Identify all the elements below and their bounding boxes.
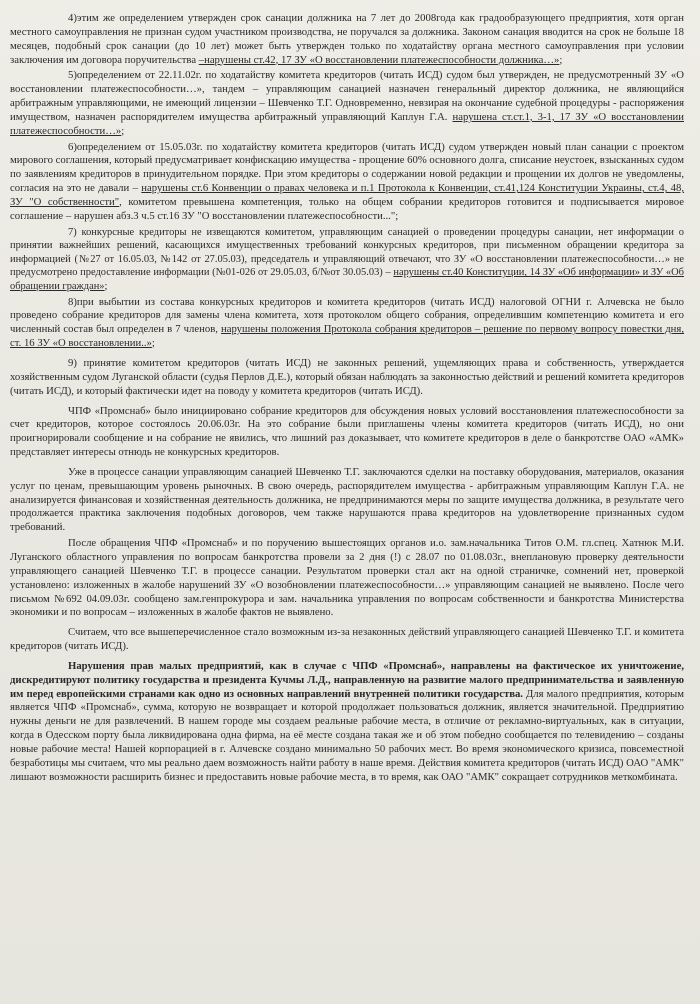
text-run: Считаем, что все вышеперечисленное стало возможным из-за незаконных действий управляющего санацией Шевченко Т.Г. и комитета кредиторов (читать ИСД).	[10, 626, 684, 653]
paragraph-item-9	[10, 357, 684, 399]
paragraph-item-6	[10, 141, 684, 224]
paragraph-sanation-deals	[10, 466, 684, 535]
paragraph-item-4	[10, 12, 684, 67]
text-run: 9) принятие комитетом кредиторов (читать ИСД) не законных решений, ущемляющих права и собственность, утверждается хозяйственным судом Луганской области (судья Перлов Д.Е.), который обязан наблюдать за законностью действий и решений комитета кредиторов (читать ИСД), и который фактически идет на поводу у комитета кредиторов (читать ИСД).	[10, 357, 684, 397]
underlined-citation: нарушены положения Протокола собрания кредиторов – решение по первому вопросу повестки дня, ст. 16 ЗУ «О восстановлении..»	[10, 323, 684, 350]
paragraph-promsnab-meeting	[10, 405, 684, 460]
text-run: 5)определением от 22.11.02г. по ходатайству комитета кредиторов (читать ИСД) судом был утвержден, не предусмотренный ЗУ «О восстановлении платежеспособности…», тандем – управляющим санацией назначен генеральный директор должника, не являющийся арбитражным управляющими, не имеющий лицензии – Шевченко Т.Г. Одновременно, невзирая на окончание судебной процедуры - распоряжения имуществом, назначен распорядителем имущества арбитражный управляющий Каплун Г.А.	[10, 69, 684, 123]
text-run: 8)при выбытии из состава конкурсных кредиторов и комитета кредиторов (читать ИСД) налоговой ОГНИ г. Алчевска не было проведено собрание кредиторов для замены члена комитета, хотя протоколом общего собрания, определившим компетенцию комитета и его численный состав был определен в 7 членов,	[10, 295, 684, 336]
paragraph-item-7	[10, 226, 684, 294]
text-run: Уже в процессе санации управляющим санацией Шевченко Т.Г. заключаются сделки на поставку оборудования, материалов, оказания услуг по ценам, превышающим уровень рыночных. В свою очередь, распорядителем имущества - арбитражным управляющим Каплун Г.А. не анализируется финансовая и хозяйственная деятельность должника, не предпринимаются меры по защите имущества должника, в результате чего продолжается практика заключения подобных договоров, чем также нарушаются права кредиторов на удовлетворение признанных судом требований.	[10, 465, 684, 534]
text-run: 6)определением от 15.05.03г. по ходатайству комитета кредиторов (читать ИСД) судом утвержден новый план санации с проектом мирового соглашения, который предусматривает конфискацию имущества - прощение 60% основного долга, списание неустоек, взысканных судом по заявлениям кредиторов в принудительном порядке. При этом кредиторы о содержании новой редакции и прощении их долгов не уведомлены, согласия на это не давали –	[10, 140, 684, 195]
paragraph-item-8	[10, 296, 684, 351]
paragraph-conclusion	[10, 626, 684, 654]
paragraph-small-business	[10, 660, 684, 785]
paragraph-inspection	[10, 537, 684, 620]
underlined-citation: –нарушены ст.42, 17 ЗУ «О восстановлении платежеспособности должника…»	[198, 53, 560, 66]
text-run: ;	[104, 281, 108, 293]
text-run: После обращения ЧПФ «Промснаб» и по поручению вышестоящих органов и.о. зам.начальника Титов О.М. гл.спец. Хатнюк М.И. Луганского областного управления по вопросам банкротства провели за 2 дня (!) с 28.07 по 01.08.03г., внеплановую проверку деятельности управляющего санацией Шевченко Т.Г. в процессе санации. Результатом проверки стал акт на одной страничке, сомнений нет, проверкой установлено: изложенных в жалобе нарушений ЗУ «О возобновлении платежеспособности…» управляющим санацией не выявлено. После чего письмом №692 04.09.03г. сообщено зам.генпрокурора и зам. начальника управления по вопросам собственности и банкротства Министерства экономики и по вопросам – изложенных в жалобе фактов не выявлено.	[10, 537, 684, 619]
text-run: , комитетом превышена компетенция, только на общем собрании кредиторов готовится и подписывается мировое соглашение – нарушен абз.3 ч.5 ст.16 ЗУ "О восстановлении платежеспособности...";	[10, 195, 684, 222]
paragraph-item-5	[10, 69, 684, 138]
text-run: ЧПФ «Промснаб» было инициировано собрание кредиторов для обсуждения новых условий восстановления платежеспособности за счет кредиторов, которое состоялось 20.06.03г. На это собрание были приглашены члены комитета кредиторов (читать ИСД), но они проигнорировали сообщение и на собрание не явились, что лишний раз доказывает, что комитете кредиторов в деле о банкротстве ОАО «АМК» представляет интересы отнюдь не конкурсных кредиторов.	[10, 404, 684, 459]
bold-text: Нарушения прав малых предприятий, как в случае с ЧПФ «Промснаб», направлены на фактическое их уничтожение, дискредитируют политику государства и президента Кучмы Л.Д., направленную на развитие малого предпринимательства и заявленную им перед европейскими странами как одно из основных направлений внутренней политики государства.	[10, 659, 684, 700]
underlined-citation: нарушены ст.40 Конституции, 14 ЗУ «Об информации» и ЗУ «Об обращении граждан»	[10, 267, 684, 293]
text-run: Для малого предприятия, которым является ЧПФ «Промснаб», сумма, которую не возвращает и которой продолжает пользоваться должник, является значительной. Предприятию нужны деньги не для развлечений. В нашем городе мы создаем реальные рабочие места, в отличие от рекламно-виртуальных, как в ситуации, когда в Одесском порту была ликвидирована одна фирма, на её месте создана такая же и об этом победно сообщается по телевидению – созданы новые рабочие места! Нашей корпорацией в г. Алчевске создано минимально 50 рабочих мест. Во время экономического кризиса, повсеместной безработицы мы считаем, что мы реально даем возможность найти работу в наше время. Действия комитета кредиторов (читать ИСД) ОАО "АМК" лишают возможности расширить бизнес и предоставить новые рабочие места, в то время, как ОАО "АМК" сокращает сотрудников меткомбината.	[10, 687, 684, 783]
underlined-citation: нарушена ст.ст.1, 3-1, 17 ЗУ «О восстановлении платежеспособности…»	[10, 110, 684, 137]
text-run: ;	[151, 337, 155, 350]
underlined-citation: нарушены ст.6 Конвенции о правах человека и п.1 Протокола к Конвенции, ст.41,124 Конституции Украины, ст.4, 48, ЗУ "О собственности"	[10, 182, 685, 208]
text-run: ;	[121, 124, 125, 137]
text-run: 4)этим же определением утвержден срок санации должника на 7 лет до 2008года как градообразующего предприятия, хотя орган местного самоуправления не признан судом участником производства, не поручался за должника. Законом санация вводится на срок не больше 18 месяцев, подобный срок санации (до 10 лет) может быть утвержден только по ходатайству органа местного самоуправления при условии заключения им договора поручительства	[10, 12, 684, 66]
text-run: ;	[559, 53, 563, 66]
text-run: 7) конкурсные кредиторы не извещаются комитетом, управляющим санацией о проведении процедуры санации, нет информации о принятии важнейших решений, касающихся имущественных требований конкурсных кредиторов, при письменном обращении кредитора за информацией (№27 от 16.05.03, №142 от 27.05.03), председатель и управляющий отвечают, что ЗУ «О восстановлении платежеспособности…» не предусмотрено предоставление информации (№01-026 от 29.05.03, б/№от 30.05.03) –	[10, 226, 684, 279]
